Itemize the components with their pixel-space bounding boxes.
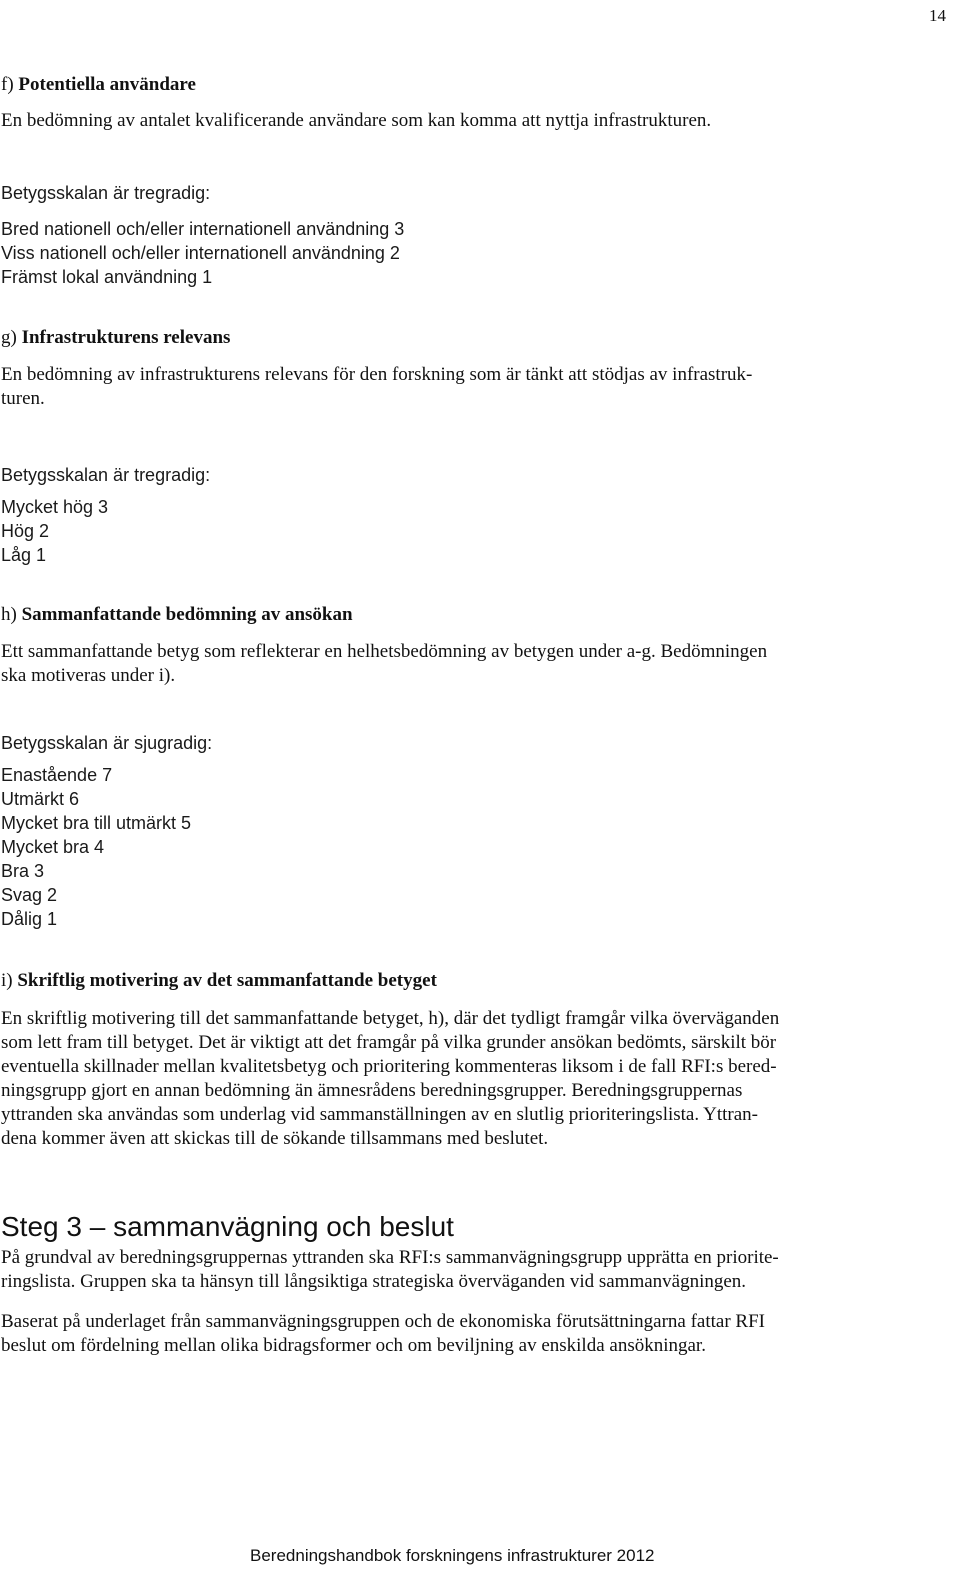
section-i-prefix: i) (1, 970, 18, 991)
section-g-title: Infrastrukturens relevans (21, 327, 231, 348)
scale-item: Utmärkt 6 (1, 789, 80, 809)
section-f-title: Potentiella användare (18, 74, 196, 95)
section-h-scale-intro: Betygsskalan är sjugradig: (1, 733, 213, 753)
section-g-scale-intro: Betygsskalan är tregradig: (1, 465, 211, 485)
section-g-scale-list (1, 495, 108, 567)
step3-heading: Steg 3 – sammanvägning och beslut (1, 1211, 454, 1242)
section-i-title: Skriftlig motivering av det sammanfattande betyget (17, 970, 437, 991)
paragraph-line: Baserat på underlaget från sammanvägningsgruppen och de ekonomiska förutsättningarna fattar RFI (1, 1311, 765, 1332)
section-f-scale-list (1, 217, 404, 289)
paragraph-line: På grundval av beredningsgruppernas yttranden ska RFI:s sammanvägningsgrupp upprätta en priorite- (1, 1247, 779, 1268)
description-line: yttranden ska användas som underlag vid sammanställningen av en slutlig prioriteringslista. Yttran- (1, 1104, 759, 1125)
section-h-scale-list (1, 763, 191, 931)
section-g-heading (1, 326, 230, 350)
description-line: som lett fram till betyget. Det är viktigt att det framgår på vilka grunder ansökan bedömts, särskilt bör (1, 1032, 777, 1053)
section-h-prefix: h) (1, 604, 22, 625)
section-f-scale-intro: Betygsskalan är tregradig: (1, 183, 211, 203)
description-line: En skriftlig motivering till det sammanfattande betyget, h), där det tydligt framgår vilka överväganden (1, 1008, 780, 1029)
section-f-prefix: f) (1, 74, 19, 95)
section-h-description (1, 640, 767, 688)
section-g-description (1, 363, 752, 411)
scale-item: Mycket bra till utmärkt 5 (1, 813, 192, 833)
section-g-prefix: g) (1, 327, 22, 348)
paragraph-line: ringslista. Gruppen ska ta hänsyn till långsiktiga strategiska överväganden vid sammanvägningen. (1, 1271, 747, 1292)
scale-item: Främst lokal användning 1 (1, 267, 213, 287)
paragraph-line: beslut om fördelning mellan olika bidragsformer och om beviljning av enskilda ansökningar. (1, 1335, 706, 1356)
scale-item: Mycket hög 3 (1, 497, 109, 517)
scale-item: Bra 3 (1, 861, 45, 881)
description-line: En bedömning av infrastrukturens relevans för den forskning som är tänkt att stödjas av infrastruk- (1, 364, 753, 385)
scale-item: Hög 2 (1, 521, 50, 541)
description-line: turen. (1, 388, 45, 409)
scale-item: Dålig 1 (1, 909, 58, 929)
scale-item: Bred nationell och/eller internationell användning 3 (1, 219, 405, 239)
section-h-heading (1, 603, 353, 627)
scale-item: Enastående 7 (1, 765, 113, 785)
description-line: ska motiveras under i). (1, 665, 176, 686)
description-line: dena kommer även att skickas till de sökande tillsammans med beslutet. (1, 1128, 549, 1149)
description-line: Ett sammanfattande betyg som reflekterar en helhetsbedömning av betygen under a-g. Bedömningen (1, 641, 768, 662)
section-i-heading (1, 969, 437, 993)
scale-item: Låg 1 (1, 545, 47, 565)
section-f-heading (1, 73, 196, 97)
step3-paragraph-2 (1, 1310, 765, 1358)
description-line: eventuella skillnader mellan kvalitetsbetyg och prioritering kommenteras liksom i de fall RFI:s bered- (1, 1056, 777, 1077)
section-h-title: Sammanfattande bedömning av ansökan (21, 604, 353, 625)
page-footer: Beredningshandbok forskningens infrastrukturer 2012 (250, 1546, 655, 1565)
page-number: 14 (929, 6, 946, 25)
step3-paragraph-1 (1, 1246, 779, 1294)
section-i-description (1, 1007, 779, 1151)
scale-item: Mycket bra 4 (1, 837, 105, 857)
section-f-description: En bedömning av antalet kvalificerande användare som kan komma att nyttja infrastrukturen. (1, 110, 712, 131)
scale-item: Viss nationell och/eller internationell användning 2 (1, 243, 400, 263)
scale-item: Svag 2 (1, 885, 58, 905)
description-line: ningsgrupp gjort en annan bedömning än ämnesrådens beredningsgrupper. Beredningsgruppernas (1, 1080, 743, 1101)
